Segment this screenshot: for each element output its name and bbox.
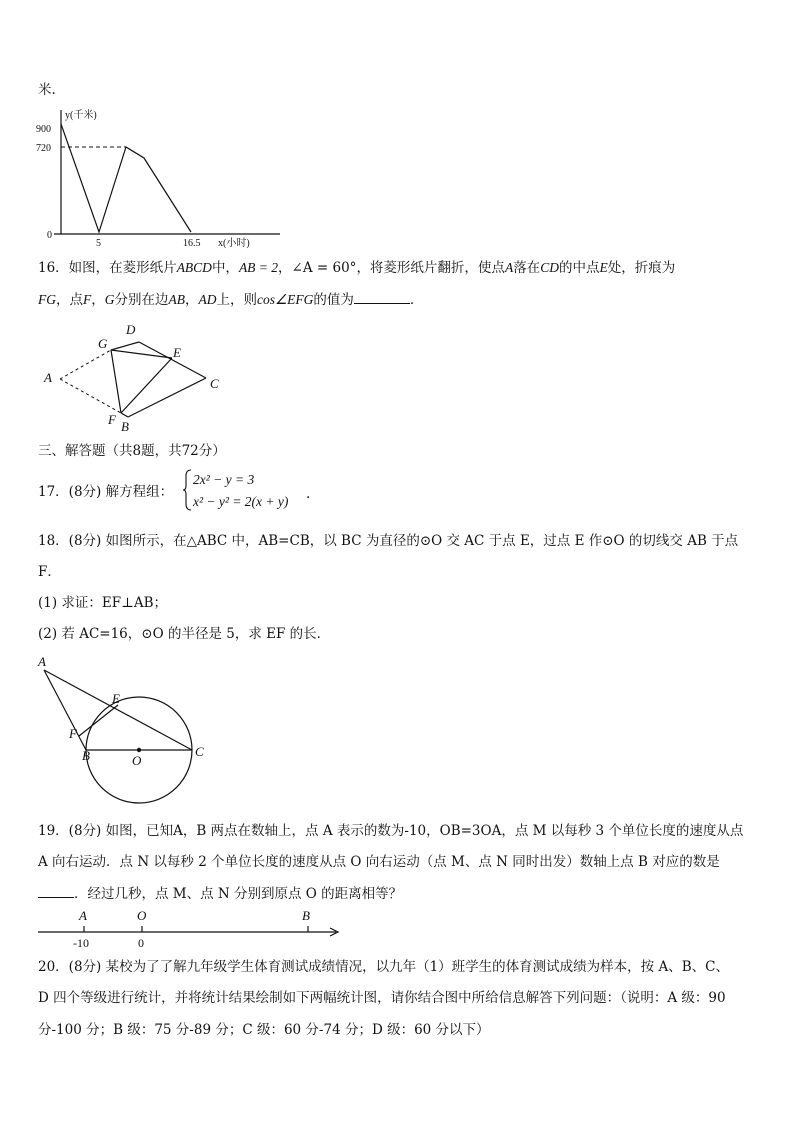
label-C: C bbox=[210, 376, 219, 391]
q19-line3: ．经过几秒，点 M、点 N 分别到原点 O 的距离相等？ bbox=[38, 883, 402, 904]
y-tick-900: 900 bbox=[36, 124, 51, 135]
q19-line2: A 向右运动．点 N 以每秒 2 个单位长度的速度从点 O 向右运动（点 M、点 N 同时出发）数轴上点 B 对应的数是 bbox=[38, 854, 720, 870]
label-B: B bbox=[121, 419, 129, 434]
point-A-label: A bbox=[79, 908, 87, 923]
q16-line1: 16．如图，在菱形纸片ABCD中，AB = 2，∠A = 60°，将菱形纸片翻折，使点A落在CD的中点E处，折痕为 bbox=[38, 260, 676, 276]
y-tick-0: 0 bbox=[47, 230, 52, 241]
label-D: D bbox=[126, 322, 136, 337]
q20-line2: D 四个等级进行统计，并将统计结果绘制如下两幅统计图，请你结合图中所给信息解答下列问题：（说明：A 级：90 bbox=[38, 990, 726, 1006]
label-F: F bbox=[108, 412, 116, 427]
point-B-label: B bbox=[302, 908, 310, 923]
x-tick-16-5: 16.5 bbox=[183, 238, 201, 249]
q17-end: . bbox=[306, 486, 311, 502]
label-E: E bbox=[173, 345, 181, 360]
q18-sub2: (2) 若 AC=16，⊙O 的半径是 5，求 EF 的长． bbox=[38, 626, 331, 642]
q18-sub1: (1) 求证：EF⊥AB； bbox=[38, 595, 168, 611]
label-C: C bbox=[195, 744, 204, 759]
answer-blank bbox=[354, 289, 410, 304]
brace-icon bbox=[183, 469, 193, 511]
label-G: G bbox=[98, 336, 108, 351]
q16-line2: FG，点F，G分别在边AB，AD上，则cos∠EFG的值为 ． bbox=[38, 289, 423, 310]
circle-triangle-figure bbox=[34, 652, 214, 808]
q19-line1: 19．(8分) 如图，已知A，B 两点在数轴上，点 A 表示的数为-10，OB=3OA，点 M 以每秒 3 个单位长度的速度从点 bbox=[38, 823, 744, 839]
x-axis-label: x(小时) bbox=[218, 238, 250, 249]
x-tick-5: 5 bbox=[96, 238, 101, 249]
number-0: 0 bbox=[138, 936, 144, 950]
q20-line1: 20．(8分) 某校为了了解九年级学生体育测试成绩情况，以九年（1）班学生的体育测试成绩为样本，按 A、B、C、 bbox=[38, 959, 729, 975]
q18-line1: 18．(8分) 如图所示，在△ABC 中，AB=CB，以 BC 为直径的⊙O 交 AC 于点 E，过点 E 作⊙O 的切线交 AB 于点 bbox=[38, 533, 739, 549]
distance-time-graph bbox=[30, 104, 290, 250]
label-A: A bbox=[38, 654, 46, 669]
number-minus-10: -10 bbox=[73, 936, 89, 950]
section-heading: 三、解答题（共8题，共72分） bbox=[38, 443, 226, 459]
q17-equation-1: 2x² − y = 3 bbox=[193, 472, 255, 487]
label-B: B bbox=[82, 748, 90, 763]
q17-equation-2: x² − y² = 2(x + y) bbox=[193, 494, 289, 509]
label-F: F bbox=[69, 726, 77, 741]
point-O-label: O bbox=[137, 908, 147, 923]
label-A: A bbox=[44, 370, 52, 385]
answer-blank bbox=[38, 883, 74, 898]
graph-line bbox=[61, 124, 191, 232]
q17-prefix: 17．(8分) 解方程组： bbox=[38, 484, 174, 500]
y-axis-label: y(千米) bbox=[65, 110, 97, 121]
rhombus-fold-figure bbox=[36, 318, 236, 436]
label-O: O bbox=[132, 753, 142, 768]
q18-line2: F． bbox=[38, 564, 61, 580]
number-line bbox=[34, 906, 346, 950]
label-E: E bbox=[112, 691, 120, 706]
continued-text-fragment: 米. bbox=[38, 82, 56, 98]
y-tick-720: 720 bbox=[36, 143, 51, 154]
q20-line3: 分-100 分；B 级：75 分-89 分；C 级：60 分-74 分；D 级：60 分以下） bbox=[38, 1022, 490, 1038]
